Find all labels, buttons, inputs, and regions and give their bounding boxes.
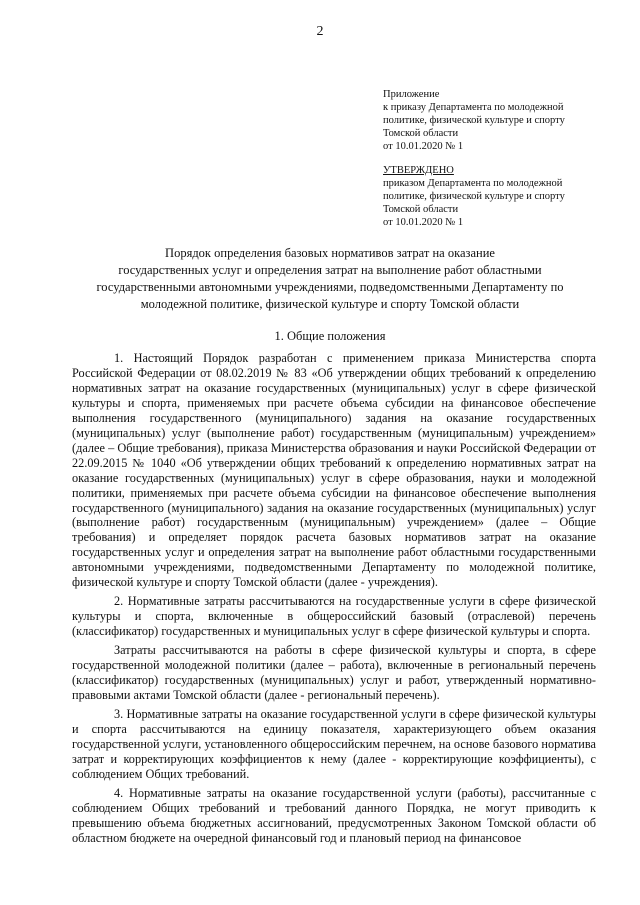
appendix-block (383, 88, 613, 153)
section-heading: 1. Общие положения (274, 329, 386, 343)
appendix-line: Томской области (383, 128, 459, 139)
page-number: 2 (316, 24, 324, 39)
appendix-line: к приказу Департамента по молодежной (383, 102, 564, 113)
title-line: молодежной политике, физической культуре и спорту Томской области (140, 297, 520, 311)
document-body (72, 351, 596, 850)
document-title (60, 245, 600, 313)
paragraph: 1. Настоящий Порядок разработан с применением приказа Министерства спорта Российской Федерации от 08.02.2019 № 83 «Об утверждении общих требований к определению нормативных затрат на оказание государственных (муниципальных) услуг в сфере физической культуры и спорта, применяемых при расчете объема субсидии на финансовое обеспечение выполнения государственного (муниципального) задания на оказание государственных (муниципальных) услуг (выполнение работ) государственным (муниципальным) учреждением» (далее – Общие требования), приказа Министерства образования и науки Российской Федерации от 22.09.2015 № 1040 «Об утверждении общих требований к определению нормативных затрат на оказание государственных (муниципальных) услуг в сфере образования, науки и молодежной политики, применяемых при расчете объема субсидии на финансовое обеспечение выполнения государственного (муниципального) задания на оказание государственных (муниципальных) услуг (выполнение работ) государственным (муниципальным) учреждением» (далее – Общие требования) и определяет порядок расчета базовых нормативов затрат на оказание государственных услуг и определения затрат на выполнение работ областными государственными автономными учреждениями, подведомственными Департаменту по молодежной политике, физической культуре и спорту Томской области (далее - учреждения). (72, 351, 596, 590)
appendix-line: от 10.01.2020 № 1 (383, 141, 464, 152)
title-line: Порядок определения базовых нормативов затрат на оказание (165, 246, 495, 260)
approved-line: политике, физической культуре и спорту (383, 191, 565, 202)
paragraph: 3. Нормативные затраты на оказание государственной услуги в сфере физической культуры и спорта рассчитываются на единицу показателя, характеризующего объем оказания государственной услуги, установленного общероссийским перечнем, на основе базового норматива затрат и корректирующих коэффициентов к нему (далее - корректирующие коэффициенты), с соблюдением Общих требований. (72, 706, 596, 781)
title-line: государственных услуг и определения затрат на выполнение работ областными (118, 263, 542, 277)
approved-line: Томской области (383, 204, 459, 215)
title-line: государственными автономными учреждениями, подведомственными Департаменту по (96, 280, 564, 294)
approved-line: от 10.01.2020 № 1 (383, 217, 464, 228)
appendix-line: Приложение (383, 89, 440, 100)
paragraph: 2. Нормативные затраты рассчитываются на государственные услуги в сфере физической культуры и спорта, включенные в общероссийский базовый (отраслевой) перечень (классификатор) государственных и муниципальных услуг в сфере физической культуры и спорта. (72, 594, 596, 639)
approved-heading: УТВЕРЖДЕНО (383, 165, 454, 176)
paragraph: Затраты рассчитываются на работы в сфере физической культуры и спорта, в сфере государственной молодежной политики (далее – работа), включенные в региональный перечень (классификатор) государственных (муниципальных) услуг и работ, утвержденный нормативно-правовыми актами Томской области (далее - региональный перечень). (72, 643, 596, 702)
approved-block (383, 164, 613, 229)
paragraph: 4. Нормативные затраты на оказание государственной услуги (работы), рассчитанные с соблюдением Общих требований и требований данного Порядка, не могут приводить к превышению объема бюджетных ассигнований, предусмотренных Законом Томской области об областном бюджете на очередной финансовый год и плановый период на финансовое (72, 785, 596, 845)
appendix-line: политике, физической культуре и спорту (383, 115, 565, 126)
approved-line: приказом Департамента по молодежной (383, 178, 563, 189)
